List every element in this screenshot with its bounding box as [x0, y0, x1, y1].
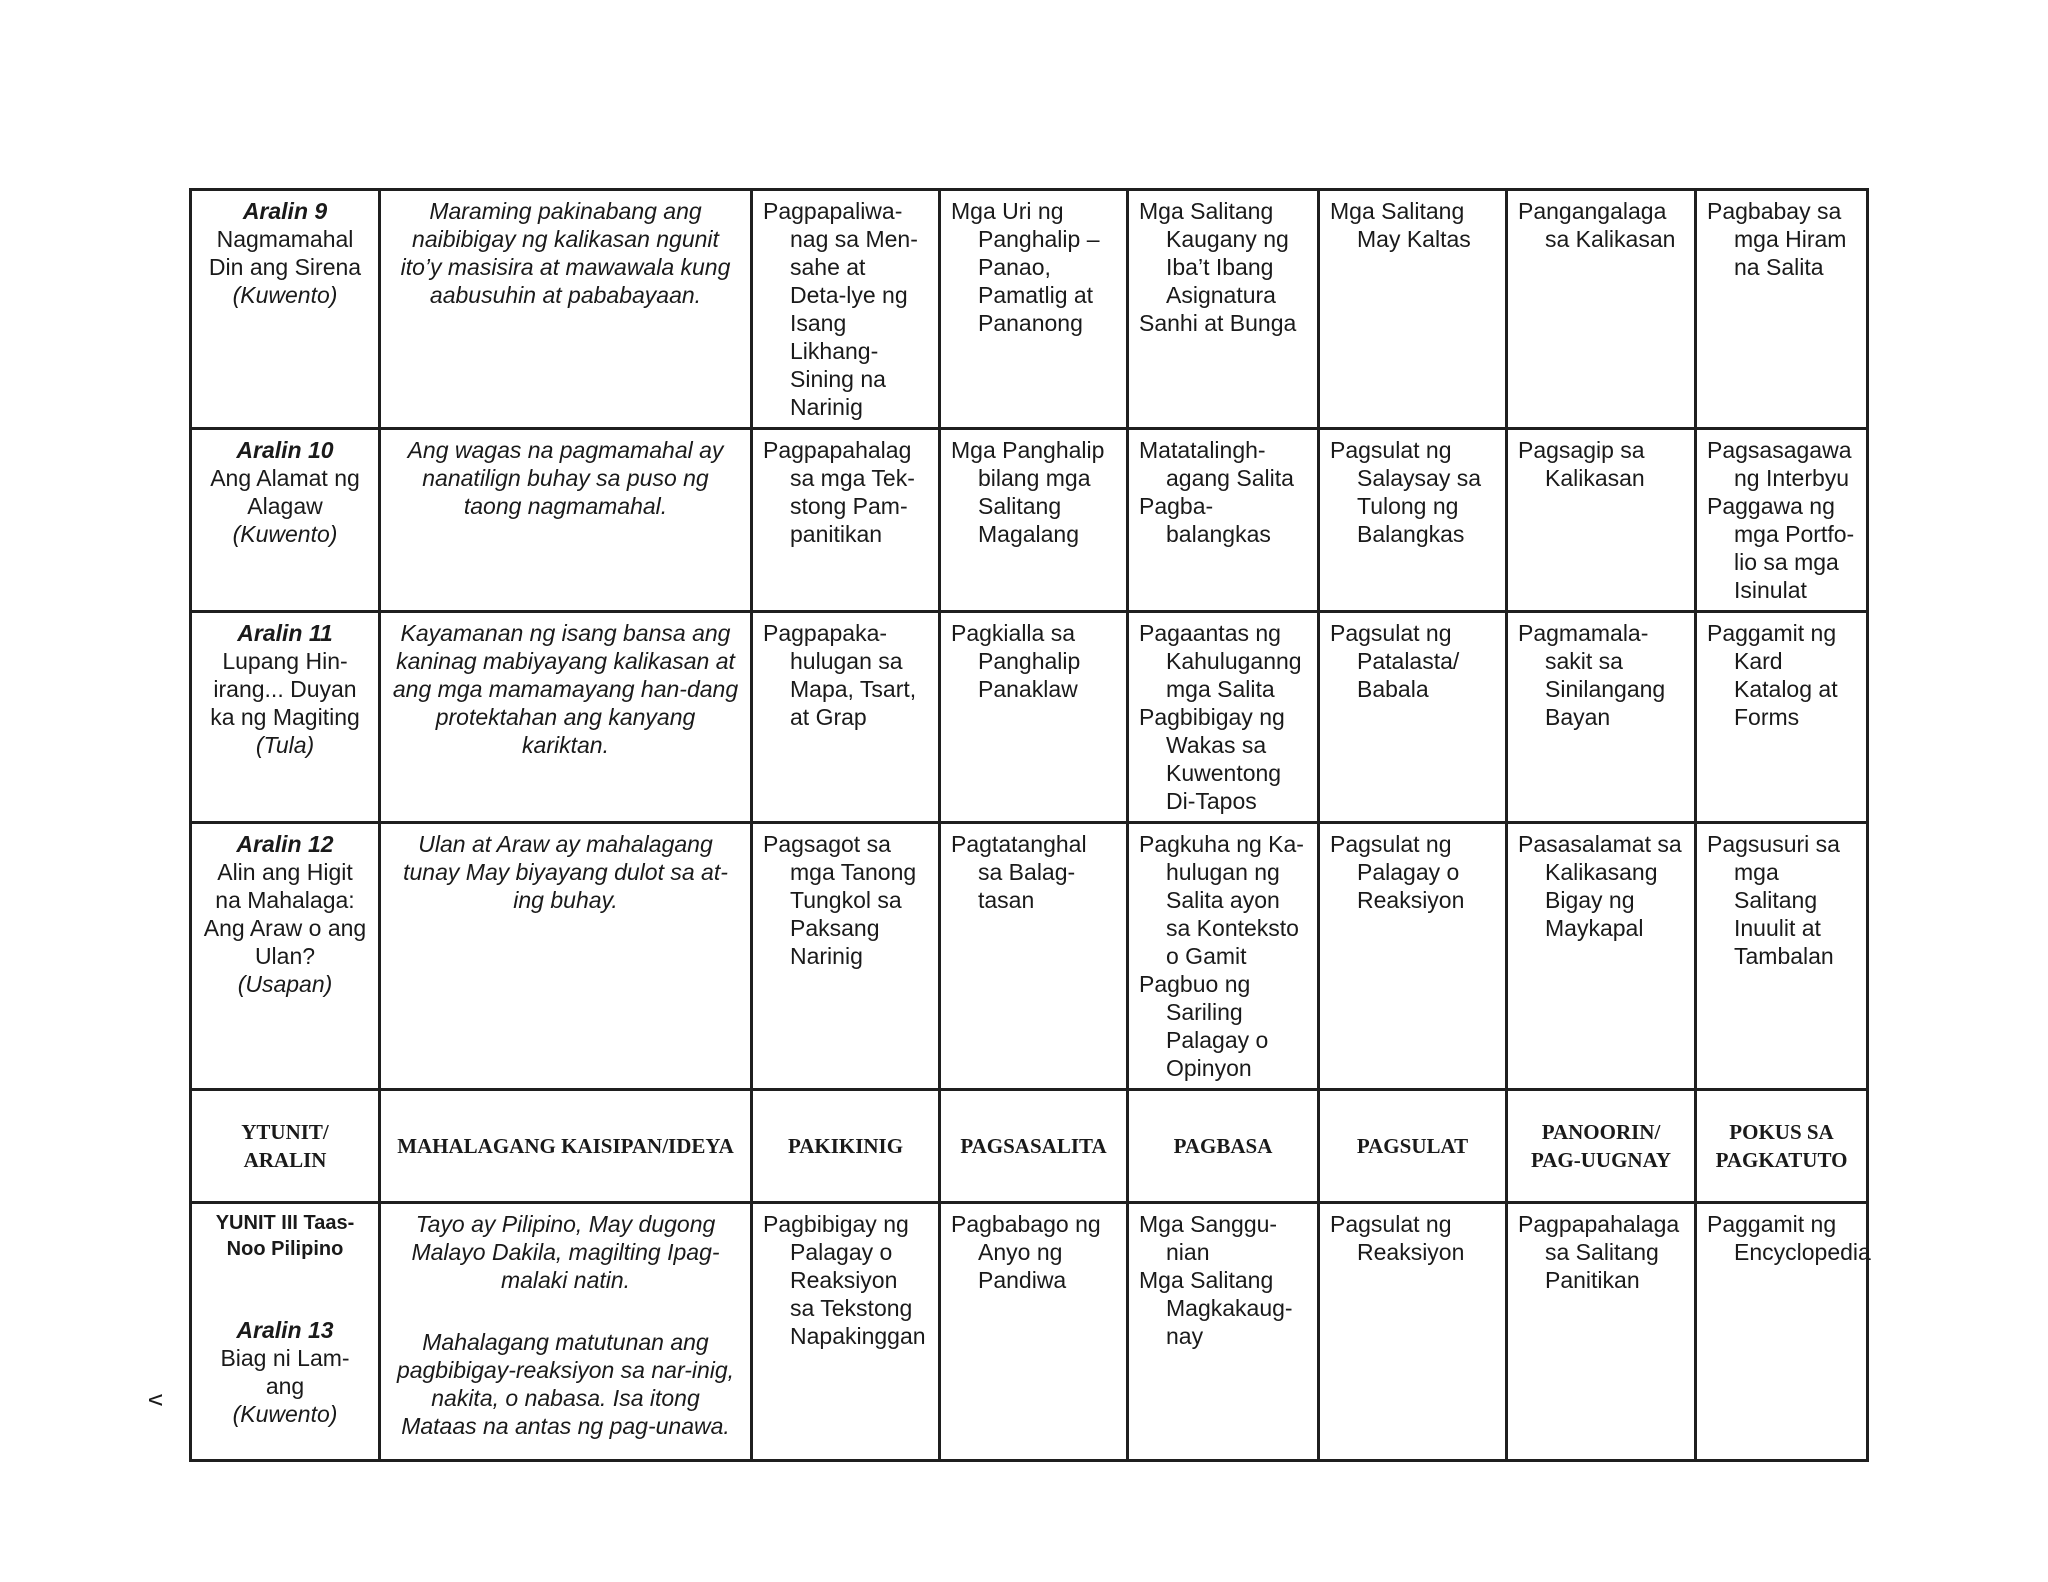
- pagbasa-item: Mga Sanggu-nian: [1139, 1211, 1278, 1265]
- pokus-cell: [1696, 190, 1868, 429]
- pagsulat-cell: [1319, 429, 1507, 612]
- lesson-name: Aralin 12: [236, 831, 334, 857]
- pagsasalita-item: Mga Uri ng Panghalip – Panao, Pamatlig at Pananong: [951, 198, 1100, 336]
- pokus-item: Paggamit ng Kard Katalog at Forms: [1707, 620, 1838, 730]
- pakikinig-item: Pagbibigay ng Palagay o Reaksiyon sa Tekstong Napakinggan: [763, 1211, 926, 1349]
- pokus-item: Paggamit ng Encyclopedia: [1707, 1211, 1871, 1265]
- pakikinig-cell: [752, 612, 940, 823]
- pagbasa-item: Pagbuo ng Sariling Palagay o Opinyon: [1139, 971, 1269, 1081]
- column-header: POKUS SA PAGKATUTO: [1696, 1090, 1868, 1203]
- lesson-title: Biag ni Lam-ang: [220, 1345, 350, 1399]
- header-row: [191, 1090, 1868, 1203]
- lesson-name: Aralin 13: [236, 1317, 334, 1343]
- pagbasa-cell: [1128, 429, 1319, 612]
- column-header: PAGSULAT: [1319, 1090, 1507, 1203]
- lesson-name: Aralin 11: [237, 620, 333, 646]
- table-row: [191, 612, 1868, 823]
- lesson-type: (Kuwento): [232, 521, 338, 547]
- lesson-type: (Kuwento): [232, 1401, 338, 1427]
- lesson-title: Lupang Hin-irang... Duyan ka ng Magiting: [210, 648, 360, 730]
- pagsulat-item: Pagsulat ng Reaksiyon: [1330, 1211, 1465, 1265]
- lesson-type: (Usapan): [237, 971, 333, 997]
- table-row: [191, 190, 1868, 429]
- pagbasa-cell: [1128, 823, 1319, 1090]
- pagsasalita-item: Pagbabago ng Anyo ng Pandiwa: [951, 1211, 1101, 1293]
- pagbasa-cell: [1128, 612, 1319, 823]
- pakikinig-item: Pagpapaliwa-nag sa Men-sahe at Deta-lye ng Isang Likhang-Sining na Narinig: [763, 198, 918, 420]
- panoorin-cell: [1507, 823, 1696, 1090]
- column-header: PAGBASA: [1128, 1090, 1319, 1203]
- pokus-item: Pagbabay sa mga Hiram na Salita: [1707, 198, 1847, 280]
- pagsasalita-item: Pagtatanghal sa Balag-tasan: [951, 831, 1087, 913]
- idea-cell: Ang wagas na pagmamahal ay nanatilign buhay sa puso ng taong nagmamahal.: [380, 429, 752, 612]
- idea-cell: Maraming pakinabang ang naibibigay ng kalikasan ngunit ito’y masisira at mawawala kung aabusuhin at pababayaan.: [380, 190, 752, 429]
- panoorin-item: Pasasalamat sa Kalikasang Bigay ng Maykapal: [1518, 831, 1682, 941]
- pagbasa-item: Mga Salitang Magkakaug-nay: [1139, 1267, 1293, 1349]
- lesson-cell: [191, 612, 380, 823]
- pagbasa-item: Pagkuha ng Ka-hulugan ng Salita ayon sa Konteksto o Gamit: [1139, 831, 1304, 969]
- panoorin-cell: [1507, 1203, 1696, 1461]
- pakikinig-item: Pagsagot sa mga Tanong Tungkol sa Paksang Narinig: [763, 831, 917, 969]
- column-header: PAKIKINIG: [752, 1090, 940, 1203]
- lesson-name: Aralin 9: [242, 198, 328, 224]
- pakikinig-cell: [752, 429, 940, 612]
- unit-lesson-cell: [191, 1203, 380, 1461]
- pokus-cell: [1696, 612, 1868, 823]
- spacer: [391, 1294, 740, 1328]
- table-row: [191, 429, 1868, 612]
- lesson-type: (Kuwento): [232, 282, 338, 308]
- pokus-cell: [1696, 823, 1868, 1090]
- lesson-name: Aralin 10: [236, 437, 334, 463]
- pagsulat-cell: [1319, 190, 1507, 429]
- pagsulat-item: Pagsulat ng Patalasta/ Babala: [1330, 620, 1460, 702]
- panoorin-item: Pagpapahalaga sa Salitang Panitikan: [1518, 1211, 1680, 1293]
- pagbasa-item: Pagba-balangkas: [1139, 493, 1271, 547]
- pagsulat-cell: [1319, 823, 1507, 1090]
- pagsasalita-cell: [940, 190, 1128, 429]
- pagsulat-item: Pagsulat ng Salaysay sa Tulong ng Balangkas: [1330, 437, 1482, 547]
- pakikinig-cell: [752, 1203, 940, 1461]
- pagsasalita-cell: [940, 429, 1128, 612]
- pagsulat-item: Mga Salitang May Kaltas: [1330, 198, 1471, 252]
- curriculum-table: [189, 188, 1869, 1462]
- lesson-type: (Tula): [255, 732, 315, 758]
- lesson-title: Nagmamahal Din ang Sirena: [208, 226, 362, 280]
- column-header: YTUNIT/ ARALIN: [191, 1090, 380, 1203]
- panoorin-cell: [1507, 612, 1696, 823]
- panoorin-item: Pangangalaga sa Kalikasan: [1518, 198, 1676, 252]
- lesson-cell: [191, 823, 380, 1090]
- pagbasa-item: Pagbibigay ng Wakas sa Kuwentong Di-Tapos: [1139, 704, 1285, 814]
- table-row: [191, 823, 1868, 1090]
- idea-text: Tayo ay Pilipino, May dugong Malayo Dakila, magilting Ipag-malaki natin.: [411, 1211, 720, 1293]
- pokus-item: Paggawa ng mga Portfo-lio sa mga Isinulat: [1707, 493, 1855, 603]
- pagbasa-cell: [1128, 1203, 1319, 1461]
- spacer: [202, 1262, 368, 1316]
- table-row: [191, 1203, 1868, 1461]
- pagsasalita-cell: [940, 612, 1128, 823]
- idea-text: Mahalagang matutunan ang pagbibigay-reaksiyon sa nar-inig, nakita, o nabasa. Isa itong Mataas na antas ng pag-unawa.: [396, 1329, 735, 1439]
- pokus-cell: [1696, 1203, 1871, 1461]
- pakikinig-item: Pagpapahalag sa mga Tek-stong Pam-panitikan: [763, 437, 915, 547]
- panoorin-item: Pagmamala-sakit sa Sinilangang Bayan: [1518, 620, 1666, 730]
- column-header: MAHALAGANG KAISIPAN/IDEYA: [380, 1090, 752, 1203]
- idea-cell: [380, 1203, 752, 1461]
- pagsasalita-item: Pagkialla sa Panghalip Panaklaw: [951, 620, 1081, 702]
- pagsulat-cell: [1319, 612, 1507, 823]
- pagbasa-cell: [1128, 190, 1319, 429]
- panoorin-cell: [1507, 429, 1696, 612]
- lesson-cell: [191, 190, 380, 429]
- pagbasa-item: Matatalingh-agang Salita: [1139, 437, 1294, 491]
- panoorin-cell: [1507, 190, 1696, 429]
- lesson-cell: [191, 429, 380, 612]
- unit-label: YUNIT III Taas-Noo Pilipino: [215, 1212, 355, 1260]
- pokus-item: Pagsusuri sa mga Salitang Inuulit at Tambalan: [1707, 831, 1840, 969]
- pagsasalita-item: Mga Panghalip bilang mga Salitang Magalang: [951, 437, 1105, 547]
- pokus-item: Pagsasagawa ng Interbyu: [1707, 437, 1852, 491]
- pagsulat-cell: [1319, 1203, 1507, 1461]
- lesson-title: Alin ang Higit na Mahalaga: Ang Araw o ang Ulan?: [203, 859, 367, 969]
- column-header: PANOORIN/ PAG-UUGNAY: [1507, 1090, 1696, 1203]
- pakikinig-item: Pagpapaka-hulugan sa Mapa, Tsart, at Grap: [763, 620, 917, 730]
- pagsasalita-cell: [940, 1203, 1128, 1461]
- pagsulat-item: Pagsulat ng Palagay o Reaksiyon: [1330, 831, 1465, 913]
- pokus-cell: [1696, 429, 1868, 612]
- pagbasa-item: Mga Salitang Kaugany ng Iba’t Ibang Asignatura: [1139, 198, 1289, 308]
- panoorin-item: Pagsagip sa Kalikasan: [1518, 437, 1645, 491]
- pakikinig-cell: [752, 823, 940, 1090]
- pagsasalita-cell: [940, 823, 1128, 1090]
- column-header: PAGSASALITA: [940, 1090, 1128, 1203]
- lesson-title: Ang Alamat ng Alagaw: [210, 465, 360, 519]
- idea-cell: Ulan at Araw ay mahalagang tunay May biyayang dulot sa at-ing buhay.: [380, 823, 752, 1090]
- page-number: v: [143, 1394, 170, 1406]
- pagbasa-item: Sanhi at Bunga: [1139, 310, 1297, 336]
- idea-cell: Kayamanan ng isang bansa ang kaninag mabiyayang kalikasan at ang mga mamamayang han-dang protektahan ang kanyang kariktan.: [380, 612, 752, 823]
- pakikinig-cell: [752, 190, 940, 429]
- pagbasa-item: Pagaantas ng Kahuluganng mga Salita: [1139, 620, 1302, 702]
